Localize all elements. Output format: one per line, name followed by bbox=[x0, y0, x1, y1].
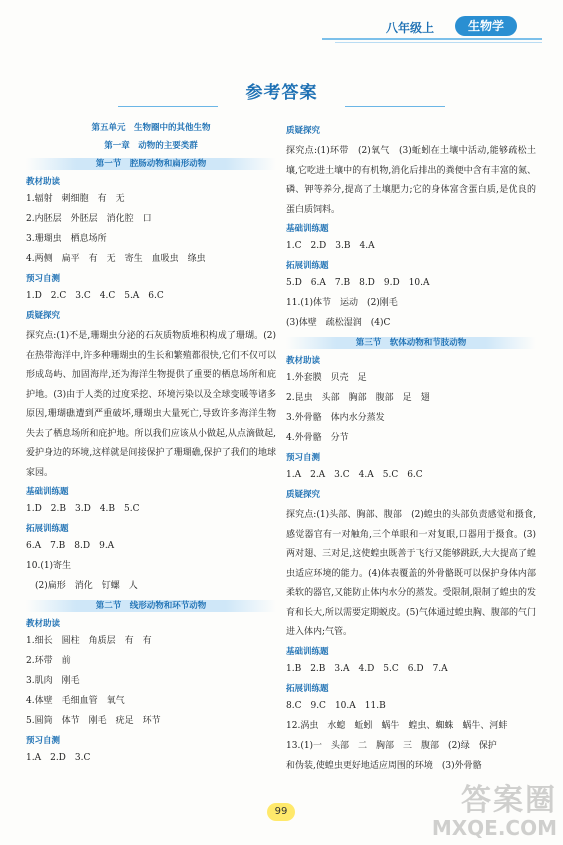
label-yuxi: 预习自测 bbox=[286, 453, 321, 463]
label-tuozhan: 拓展训练题 bbox=[286, 683, 329, 694]
header-rule bbox=[322, 38, 542, 40]
unit-title: 第五单元 生物圈中的其他生物 bbox=[91, 123, 211, 133]
answer-line: 1.外套膜 贝壳 足 bbox=[286, 373, 367, 383]
inquiry-paragraph: 探究点:(1)不是,珊瑚虫分泌的石灰质物质堆积构成了珊瑚。(2)在热带海洋中,许多种珊瑚虫的生长和繁殖都很快,它们不仅可以形成岛屿、加固海岸,还为海洋生物提供了重要的栖息场所和庇护地。(3)由于人类的过度采挖、环境污染以及全球变暖等诸多原因,珊瑚礁遭到严重破坏,珊瑚虫大量死亡,导致许多海洋生物失去了栖息场所和庇护地。所以我们应该从小做起,从点滴做起,爱护身边的环境,这样就是间接保护了珊瑚礁,保护了我们的地球家园。 bbox=[26, 331, 276, 478]
inquiry-paragraph: 探究点:(1)头部、胸部、腹部 (2)蝗虫的头部负责感觉和摄食,感觉器官有一对触角,三个单眼和一对复眼,口器用于摄食。(3)两对翅、三对足,这使蝗虫既善于飞行又能够跳跃,大大提高了蝗虫适应环境的能力。(4)体表覆盖的外骨骼既可以保护身体内部柔软的器官,又能防止体内水分的蒸发。受限制,限制了蝗虫的发育和长大,所以需要定期蜕皮。(5)气体通过蝗虫胸、腹部的气门进入体内;气管。 bbox=[286, 510, 536, 637]
answer-line: 3.珊瑚虫 栖息场所 bbox=[26, 234, 107, 244]
answer-line: 和伪装,使蝗虫更好地适应周围的环境 (3)外骨骼 bbox=[286, 760, 482, 771]
answer-line: 8.C 9.C 10.A 11.B bbox=[286, 700, 386, 711]
chapter-title: 第一章 动物的主要类群 bbox=[104, 141, 198, 151]
answer-line: 3.外骨骼 体内水分蒸发 bbox=[286, 413, 385, 423]
right-column bbox=[286, 122, 536, 780]
label-jiaocai: 教材助读 bbox=[26, 619, 61, 629]
header-grade: 八年级上 bbox=[386, 21, 435, 35]
watermark-line2: MXQE.COM bbox=[431, 816, 557, 840]
label-jichu: 基础训练题 bbox=[286, 224, 329, 234]
answer-line: 4.外骨骼 分节 bbox=[286, 433, 349, 443]
answer-line: 2.环带 前 bbox=[26, 656, 71, 666]
label-jichu: 基础训练题 bbox=[286, 646, 329, 657]
answer-line: 3.肌肉 刚毛 bbox=[26, 676, 80, 686]
section-title-3: 第三节 软体动物和节肢动物 bbox=[286, 337, 536, 349]
header-subject-badge: 生物学 bbox=[455, 16, 517, 36]
label-jiaocai: 教材助读 bbox=[26, 177, 61, 187]
answer-line: 1.D 2.B 3.D 4.B 5.C bbox=[26, 504, 140, 514]
answer-line: 1.D 2.C 3.C 4.C 5.A 6.C bbox=[26, 291, 164, 301]
answer-line: 1.A 2.A 3.C 4.A 5.C 6.C bbox=[286, 470, 423, 480]
watermark-logo bbox=[432, 785, 557, 839]
answer-line: 2.内胚层 外胚层 消化腔 口 bbox=[26, 214, 152, 224]
answer-line: (3)体壁 疏松湿润 (4)C bbox=[286, 318, 391, 328]
title-rule-right bbox=[345, 106, 445, 107]
answer-line: 1.B 2.B 3.A 4.D 5.C 6.D 7.A bbox=[286, 663, 448, 674]
label-tuozhan: 拓展训练题 bbox=[26, 524, 69, 534]
answer-line: 1.A 2.D 3.C bbox=[26, 753, 91, 763]
answer-line: 10.(1)寄生 bbox=[26, 561, 72, 571]
label-yuxi: 预习自测 bbox=[26, 736, 61, 746]
answer-line: 4.两侧 扁平 有 无 寄生 血吸虫 绦虫 bbox=[26, 254, 206, 264]
label-yuxi: 预习自测 bbox=[26, 274, 61, 284]
label-zhiyi: 质疑探究 bbox=[286, 490, 321, 500]
page-number: 99 bbox=[267, 803, 295, 821]
label-jichu: 基础训练题 bbox=[26, 487, 69, 497]
answer-line: 11.(1)体节 运动 (2)刚毛 bbox=[286, 298, 398, 308]
label-zhiyi: 质疑探究 bbox=[286, 126, 321, 136]
answer-line: 12.涡虫 水螅 蚯蚓 蜗牛 蝗虫、蜘蛛 蜗牛、河蚌 bbox=[286, 720, 508, 731]
label-jiaocai: 教材助读 bbox=[286, 356, 321, 366]
answer-line: 6.A 7.B 8.D 9.A bbox=[26, 541, 115, 551]
header-rule-thin bbox=[335, 42, 542, 43]
label-tuozhan: 拓展训练题 bbox=[286, 261, 329, 271]
answer-line: 4.体壁 毛细血管 氧气 bbox=[26, 696, 125, 706]
title-rule-left bbox=[118, 106, 218, 107]
inquiry-paragraph: 探究点:(1)环带 (2)氧气 (3)蚯蚓在土壤中活动,能够疏松土壤,它吃进土壤中的有机物,消化后排出的粪便中含有丰富的氮、磷、钾等养分,提高了土壤肥力;它的身体富含蛋白质,是优良的蛋白质饲料。 bbox=[286, 146, 536, 215]
section-title-2: 第二节 线形动物和环节动物 bbox=[26, 600, 276, 612]
answer-line: 1.细长 圆柱 角质层 有 有 bbox=[26, 636, 152, 646]
answer-line: 1.辐射 刺细胞 有 无 bbox=[26, 194, 125, 204]
page-title: 参考答案 bbox=[245, 83, 318, 103]
answer-line: 1.C 2.D 3.B 4.A bbox=[286, 241, 375, 251]
watermark-line1: 答案圈 bbox=[461, 783, 557, 818]
section-title-1: 第一节 腔肠动物和扁形动物 bbox=[26, 158, 276, 170]
answer-line: 5.D 6.A 7.B 8.D 9.D 10.A bbox=[286, 278, 430, 288]
answer-line: 2.昆虫 头部 胸部 腹部 足 翅 bbox=[286, 393, 430, 403]
label-zhiyi: 质疑探究 bbox=[26, 311, 61, 321]
answer-line: 5.圆筒 体节 刚毛 疣足 环节 bbox=[26, 716, 161, 726]
answer-line: 13.(1)一 头部 二 胸部 三 腹部 (2)绿 保护 bbox=[286, 740, 497, 751]
left-column bbox=[26, 122, 276, 772]
answer-line: (2)扁形 消化 钉螺 人 bbox=[26, 581, 138, 591]
